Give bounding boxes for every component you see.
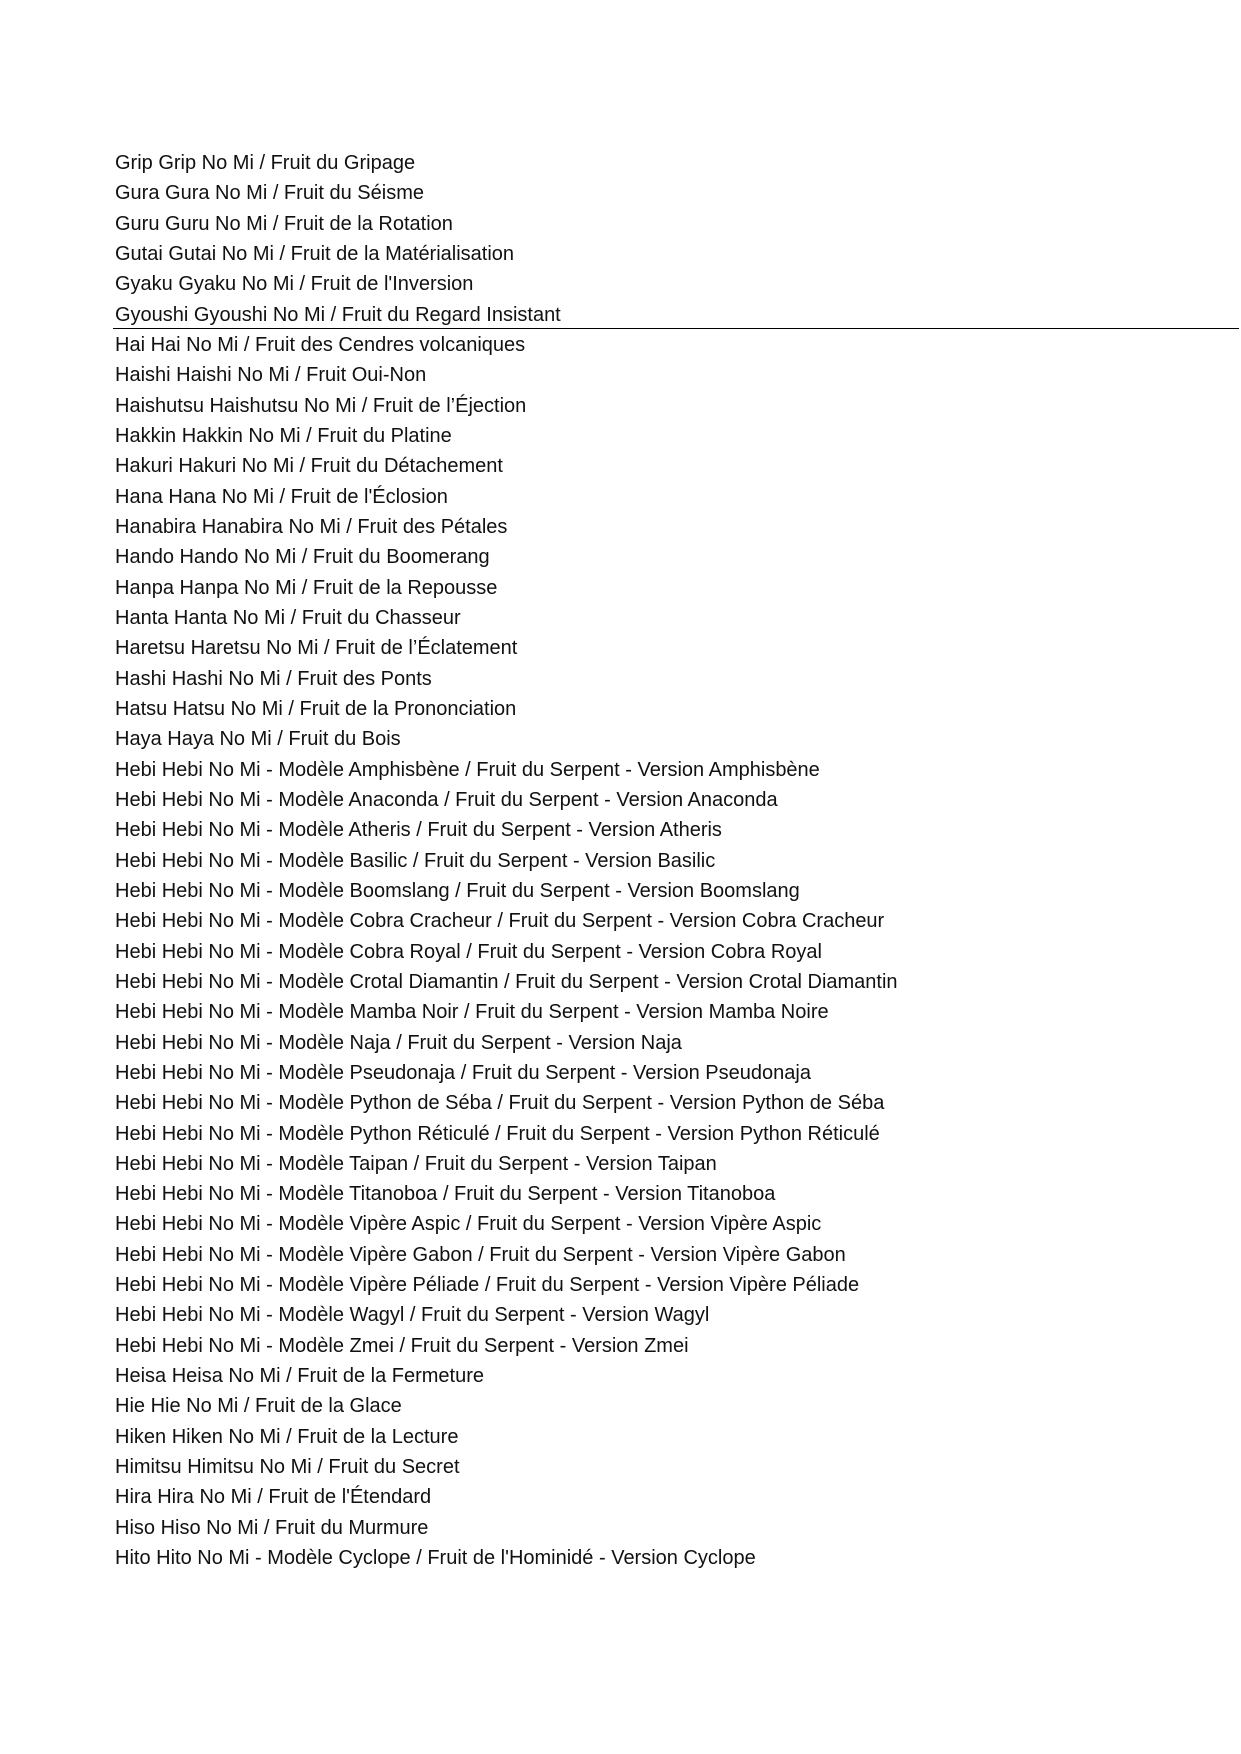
list-item: Hebi Hebi No Mi - Modèle Crotal Diamantin / Fruit du Serpent - Version Crotal Diamantin	[115, 970, 898, 993]
list-item: Hie Hie No Mi / Fruit de la Glace	[115, 1395, 402, 1418]
list-item: Hebi Hebi No Mi - Modèle Atheris / Fruit du Serpent - Version Atheris	[115, 819, 722, 842]
list-item: Hebi Hebi No Mi - Modèle Cobra Cracheur / Fruit du Serpent - Version Cobra Cracheur	[115, 910, 885, 933]
list-item: Hebi Hebi No Mi - Modèle Wagyl / Fruit du Serpent - Version Wagyl	[115, 1304, 710, 1327]
list-item: Haretsu Haretsu No Mi / Fruit de l’Éclatement	[115, 637, 518, 660]
list-item: Hashi Hashi No Mi / Fruit des Ponts	[115, 667, 432, 690]
list-item: Hakkin Hakkin No Mi / Fruit du Platine	[115, 424, 452, 447]
list-item: Hebi Hebi No Mi - Modèle Pseudonaja / Fruit du Serpent - Version Pseudonaja	[115, 1061, 811, 1084]
list-item: Gutai Gutai No Mi / Fruit de la Matérialisation	[115, 242, 515, 265]
list-item: Hebi Hebi No Mi - Modèle Anaconda / Fruit du Serpent - Version Anaconda	[115, 788, 778, 811]
list-item: Himitsu Himitsu No Mi / Fruit du Secret	[115, 1456, 460, 1479]
list-item: Hando Hando No Mi / Fruit du Boomerang	[115, 546, 490, 569]
list-item: Guru Guru No Mi / Fruit de la Rotation	[115, 212, 453, 235]
list-item: Hito Hito No Mi - Modèle Cyclope / Fruit de l'Hominidé - Version Cyclope	[115, 1547, 756, 1570]
list-item: Hanta Hanta No Mi / Fruit du Chasseur	[115, 606, 461, 629]
list-item: Hanpa Hanpa No Mi / Fruit de la Repousse	[115, 576, 498, 599]
list-item: Hira Hira No Mi / Fruit de l'Étendard	[115, 1486, 432, 1509]
list-item: Hebi Hebi No Mi - Modèle Vipère Péliade / Fruit du Serpent - Version Vipère Péliade	[115, 1274, 860, 1297]
list-item: Hanabira Hanabira No Mi / Fruit des Pétales	[115, 515, 508, 538]
list-item: Haishutsu Haishutsu No Mi / Fruit de l’Éjection	[115, 394, 527, 417]
list-item: Gyoushi Gyoushi No Mi / Fruit du Regard Insistant	[115, 303, 561, 326]
list-item: Hebi Hebi No Mi - Modèle Taipan / Fruit du Serpent - Version Taipan	[115, 1152, 717, 1175]
list-item: Haya Haya No Mi / Fruit du Bois	[115, 728, 401, 751]
list-item: Hebi Hebi No Mi - Modèle Mamba Noir / Fruit du Serpent - Version Mamba Noire	[115, 1001, 829, 1024]
list-item: Hebi Hebi No Mi - Modèle Amphisbène / Fruit du Serpent - Version Amphisbène	[115, 758, 820, 781]
list-item: Hakuri Hakuri No Mi / Fruit du Détachement	[115, 455, 503, 478]
list-item: Grip Grip No Mi / Fruit du Gripage	[115, 152, 416, 174]
fruit-list	[115, 148, 1225, 1573]
list-item: Hebi Hebi No Mi - Modèle Cobra Royal / Fruit du Serpent - Version Cobra Royal	[115, 940, 822, 963]
list-item: Hebi Hebi No Mi - Modèle Boomslang / Fruit du Serpent - Version Boomslang	[115, 879, 800, 902]
list-item: Hebi Hebi No Mi - Modèle Python Réticulé / Fruit du Serpent - Version Python Réticulé	[115, 1122, 880, 1145]
list-item: Hebi Hebi No Mi - Modèle Python de Séba / Fruit du Serpent - Version Python de Séba	[115, 1092, 885, 1115]
list-item: Haishi Haishi No Mi / Fruit Oui-Non	[115, 364, 427, 387]
list-item: Gura Gura No Mi / Fruit du Séisme	[115, 182, 424, 205]
list-item: Hebi Hebi No Mi - Modèle Zmei / Fruit du Serpent - Version Zmei	[115, 1334, 689, 1357]
list-item: Hebi Hebi No Mi - Modèle Vipère Aspic / Fruit du Serpent - Version Vipère Aspic	[115, 1213, 822, 1236]
list-item: Hebi Hebi No Mi - Modèle Basilic / Fruit du Serpent - Version Basilic	[115, 849, 716, 872]
list-item: Heisa Heisa No Mi / Fruit de la Fermeture	[115, 1365, 485, 1388]
list-item: Hebi Hebi No Mi - Modèle Vipère Gabon / Fruit du Serpent - Version Vipère Gabon	[115, 1243, 846, 1266]
section-divider	[113, 328, 1239, 329]
list-item: Hebi Hebi No Mi - Modèle Naja / Fruit du Serpent - Version Naja	[115, 1031, 682, 1054]
list-item: Hatsu Hatsu No Mi / Fruit de la Prononciation	[115, 697, 517, 720]
list-item: Hana Hana No Mi / Fruit de l'Éclosion	[115, 485, 448, 508]
list-item: Hiso Hiso No Mi / Fruit du Murmure	[115, 1516, 429, 1539]
list-item: Hiken Hiken No Mi / Fruit de la Lecture	[115, 1425, 459, 1448]
list-item: Hebi Hebi No Mi - Modèle Titanoboa / Fruit du Serpent - Version Titanoboa	[115, 1183, 776, 1206]
list-item: Hai Hai No Mi / Fruit des Cendres volcaniques	[115, 333, 526, 356]
list-item: Gyaku Gyaku No Mi / Fruit de l'Inversion	[115, 273, 474, 296]
